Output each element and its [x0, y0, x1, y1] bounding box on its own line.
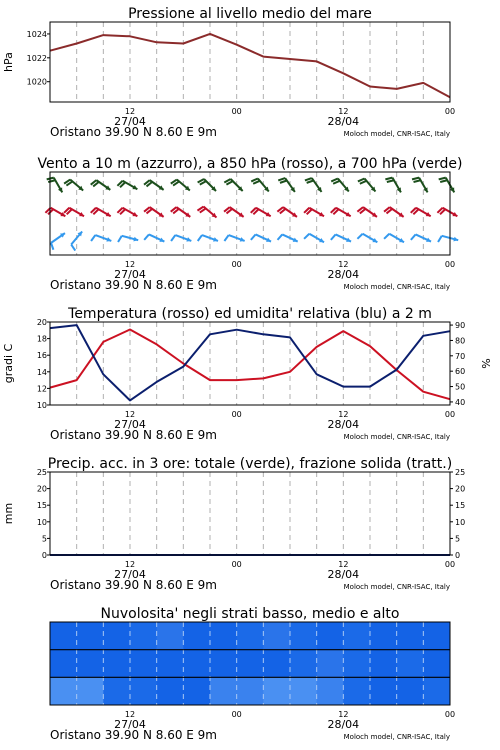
cloud-cell [423, 622, 450, 650]
cloud-cell [317, 677, 344, 705]
y-axis-label: hPa [2, 52, 15, 72]
cloud-cell [130, 677, 157, 705]
cloud-cell [50, 677, 77, 705]
x-tick-label: 12 [124, 260, 136, 269]
y-tick-label-right: 80 [455, 336, 466, 346]
x-tick-label: 12 [338, 107, 349, 116]
cloud-cell [183, 622, 210, 650]
date-label: 27/04 [114, 418, 146, 431]
cloud-cell [237, 677, 264, 705]
cloud-cell [397, 650, 424, 678]
location-label: Oristano 39.90 N 8.60 E 9m [50, 428, 217, 442]
chart-title: Nuvolosita' negli strati basso, medio e alto [100, 606, 400, 622]
cloud-cell [263, 677, 290, 705]
y-tick-label-right: 70 [455, 351, 466, 361]
cloud-cell [183, 677, 210, 705]
x-tick-label: 00 [444, 260, 456, 269]
cloud-cell [77, 622, 104, 650]
cloud-cell [77, 650, 104, 678]
x-tick-label: 12 [338, 560, 349, 569]
x-tick-label: 12 [338, 260, 349, 269]
cloud-cell [103, 677, 130, 705]
y-tick-label: 12 [36, 384, 47, 394]
cloud-cell [397, 677, 424, 705]
cloud-cell [103, 622, 130, 650]
y-tick-label-right: 50 [455, 382, 466, 392]
y-tick-label-right: 60 [455, 367, 466, 377]
plot-area [50, 472, 450, 555]
cloud-cell [157, 650, 184, 678]
cloud-cell [130, 622, 157, 650]
cloud-cell [210, 622, 237, 650]
y-tick-label: 20 [36, 318, 47, 327]
date-label: 28/04 [327, 115, 360, 128]
date-label: 27/04 [114, 115, 146, 128]
cloud-cell [237, 650, 264, 678]
cloud-cell [210, 677, 237, 705]
cloud-cell [317, 650, 344, 678]
y-tick-label-right: 25 [455, 468, 466, 477]
location-label: Oristano 39.90 N 8.60 E 9m [50, 278, 217, 292]
cloud-cell [290, 622, 317, 650]
cloud-cell [183, 650, 210, 678]
x-tick-label: 12 [124, 410, 136, 419]
pressure-chart [2, 6, 455, 139]
cloud-cover-chart [50, 606, 455, 742]
cloud-cell [157, 622, 184, 650]
x-tick-label: 00 [231, 560, 242, 569]
cloud-cell [210, 650, 237, 678]
x-tick-label: 12 [124, 710, 136, 719]
location-label: Oristano 39.90 N 8.60 E 9m [50, 125, 217, 139]
credit-label: Moloch model, CNR-ISAC, Italy [343, 733, 450, 741]
x-tick-label: 12 [338, 710, 349, 719]
y-tick-label: 18 [36, 334, 47, 344]
y-tick-label: 10 [36, 517, 47, 527]
x-tick-label: 00 [444, 560, 456, 569]
y-tick-label-right: 0 [455, 551, 461, 560]
cloud-cell [370, 677, 397, 705]
y-axis-label: mm [2, 502, 15, 525]
y-tick-label: 5 [41, 534, 47, 544]
x-tick-label: 00 [444, 710, 456, 719]
date-label: 28/04 [327, 268, 360, 281]
cloud-cell [370, 622, 397, 650]
credit-label: Moloch model, CNR-ISAC, Italy [343, 583, 450, 591]
credit-label: Moloch model, CNR-ISAC, Italy [343, 283, 450, 291]
cloud-cell [423, 650, 450, 678]
y-axis-label: gradi C [2, 343, 15, 384]
y-tick-label: 20 [36, 484, 47, 494]
y-tick-label-right: 40 [455, 397, 466, 407]
y-tick-label-right: 90 [455, 321, 466, 331]
cloud-cell [317, 622, 344, 650]
x-tick-label: 12 [338, 410, 349, 419]
cloud-cell [343, 622, 370, 650]
location-label: Oristano 39.90 N 8.60 E 9m [50, 578, 217, 592]
cloud-cell [423, 677, 450, 705]
temperature-humidity-chart [2, 306, 493, 442]
location-label: Oristano 39.90 N 8.60 E 9m [50, 728, 217, 742]
plot-area [50, 172, 450, 255]
chart-title: Temperatura (rosso) ed umidita' relativa (blu) a 2 m [68, 306, 432, 322]
x-tick-label: 00 [231, 260, 242, 269]
cloud-cell [263, 650, 290, 678]
x-tick-label: 00 [444, 410, 456, 419]
cloud-cell [370, 650, 397, 678]
cloud-cell [237, 622, 264, 650]
y-axis-label: % [480, 358, 493, 369]
cloud-cell [77, 677, 104, 705]
x-tick-label: 00 [231, 107, 242, 116]
y-tick-label: 16 [36, 351, 47, 361]
y-tick-label-right: 5 [455, 534, 461, 544]
credit-label: Moloch model, CNR-ISAC, Italy [343, 433, 450, 441]
x-tick-label: 12 [124, 107, 136, 116]
cloud-cell [290, 650, 317, 678]
cloud-cell [50, 650, 77, 678]
date-label: 27/04 [114, 568, 146, 581]
x-tick-label: 00 [231, 410, 242, 419]
x-tick-label: 00 [444, 107, 456, 116]
y-tick-label: 14 [36, 367, 47, 377]
precipitation-chart [2, 456, 465, 592]
cloud-cell [263, 622, 290, 650]
y-tick-label: 0 [41, 551, 47, 560]
cloud-cell [130, 650, 157, 678]
cloud-cell [343, 650, 370, 678]
y-tick-label: 1024 [26, 29, 47, 39]
chart-title: Pressione al livello medio del mare [128, 6, 372, 22]
date-label: 27/04 [114, 268, 146, 281]
date-label: 28/04 [327, 568, 360, 581]
cloud-cell [343, 677, 370, 705]
date-label: 27/04 [114, 718, 146, 731]
y-tick-label: 10 [36, 401, 47, 410]
date-label: 28/04 [327, 418, 360, 431]
wind-chart [37, 156, 462, 292]
y-tick-label-right: 20 [455, 484, 466, 494]
cloud-cell [157, 677, 184, 705]
cloud-cell [290, 677, 317, 705]
y-tick-label: 25 [36, 468, 47, 477]
plot-area [50, 22, 450, 102]
y-tick-label: 1022 [26, 53, 47, 63]
x-tick-label: 00 [231, 710, 242, 719]
y-tick-label: 15 [36, 501, 47, 511]
y-tick-label-right: 10 [455, 517, 466, 527]
cloud-cell [397, 622, 424, 650]
credit-label: Moloch model, CNR-ISAC, Italy [343, 130, 450, 138]
y-tick-label-right: 15 [455, 501, 466, 511]
y-tick-label: 1020 [26, 77, 47, 87]
chart-title: Precip. acc. in 3 ore: totale (verde), frazione solida (tratt.) [47, 456, 453, 472]
cloud-cell [103, 650, 130, 678]
cloud-cell [50, 622, 77, 650]
chart-title: Vento a 10 m (azzurro), a 850 hPa (rosso), a 700 hPa (verde) [37, 156, 463, 172]
x-tick-label: 12 [124, 560, 136, 569]
date-label: 28/04 [327, 718, 360, 731]
